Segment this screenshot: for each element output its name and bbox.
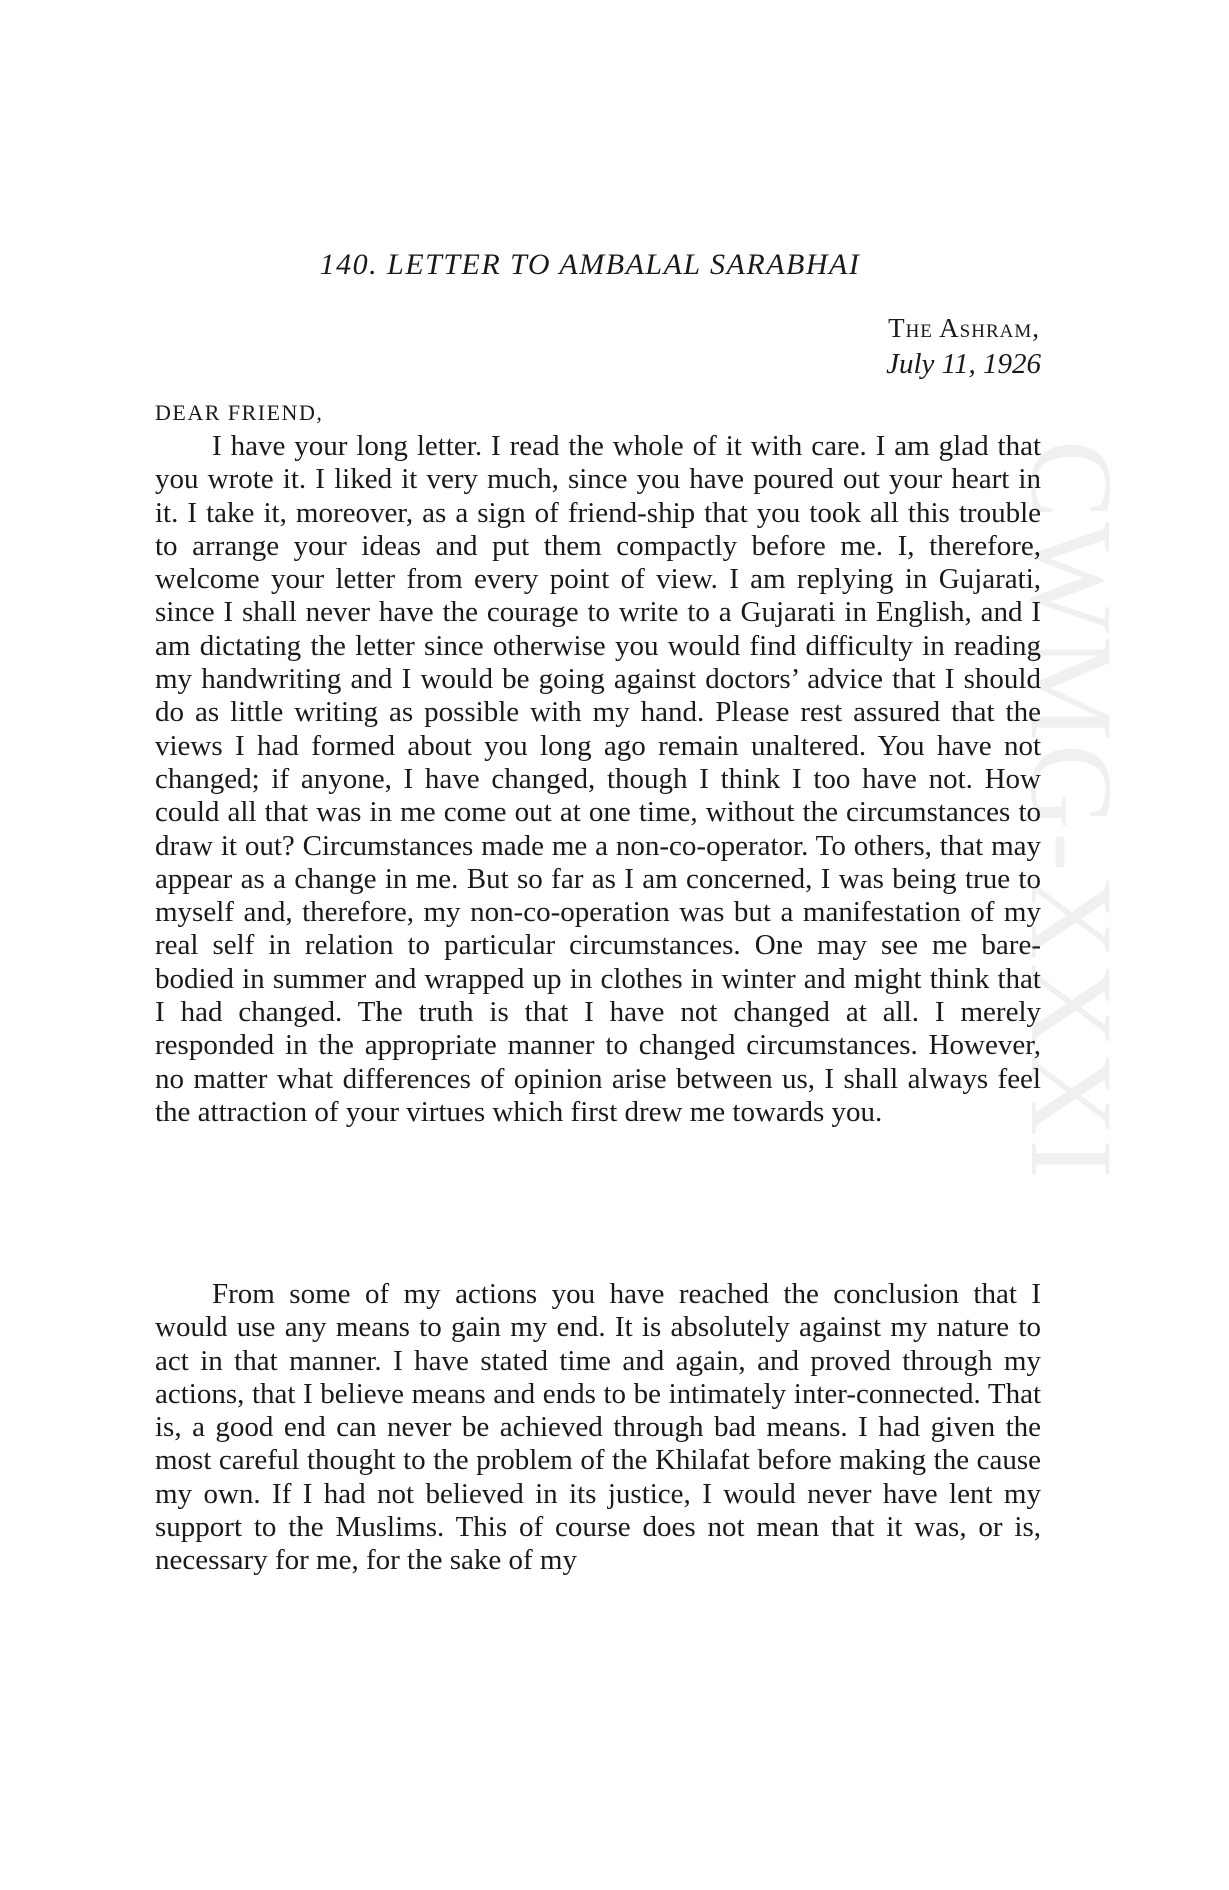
letter-title: 140. LETTER TO AMBALAL SARABHAI [319,248,861,281]
letter-place: The Ashram, [888,313,1040,343]
paragraph-1-text: I have your long letter. I read the whole of it with care. I am glad that you wrote it. I liked it very much, since you have poured out your heart in it. I take it, moreover, as a sign of friend-ship that you took all this trouble to arrange your ideas and put them compactly before me. I, therefore, welcome your letter from every point of view. I am replying in Gujarati, since I shall never have the courage to write to a Gujarati in English, and I am dictating the letter since otherwise you would find difficulty in reading my handwriting and I would be going against doctors’ advice that I should do as little writing as possible with my hand. Please rest assured that the views I had formed about you long ago remain unaltered. You have not changed; if anyone, I have changed, though I think I too have not. How could all that was in me come out at one time, without the circumstances to draw it out? Circumstances made me a non-co-operator. To others, that may appear as a change in me. But so far as I am concerned, I was being true to myself and, therefore, my non-co-operation was but a manifestation of my real self in relation to particular circumstances. One may see me bare-bodied in summer and wrapped up in clothes in winter and might think that I had changed. The truth is that I have not changed at all. I merely responded in the appropriate manner to changed circumstances. However, no matter what differences of opinion arise between us, I shall always feel the attraction of your virtues which first drew me towards you. [155,430,1041,1128]
paragraph-2 [155,1278,1041,1578]
watermark-text: CWMG-XXXI [1006,440,1137,1182]
paragraph-2-text: From some of my actions you have reached the conclusion that I would use any means to gain my end. It is absolutely against my nature to act in that manner. I have stated time and again, and proved through my actions, that I believe means and ends to be intimately inter-connected. That is, a good end can never be achieved through bad means. I had given the most careful thought to the problem of the Khilafat before making the cause my own. If I had not believed in its justice, I would never have lent my support to the Muslims. This of course does not mean that it was, or is, necessary for me, for the sake of my [155,1278,1041,1577]
letter-date: July 11, 1926 [886,348,1041,380]
paragraph-1 [155,430,1041,1129]
letter-salutation: DEAR FRIEND, [155,400,324,425]
